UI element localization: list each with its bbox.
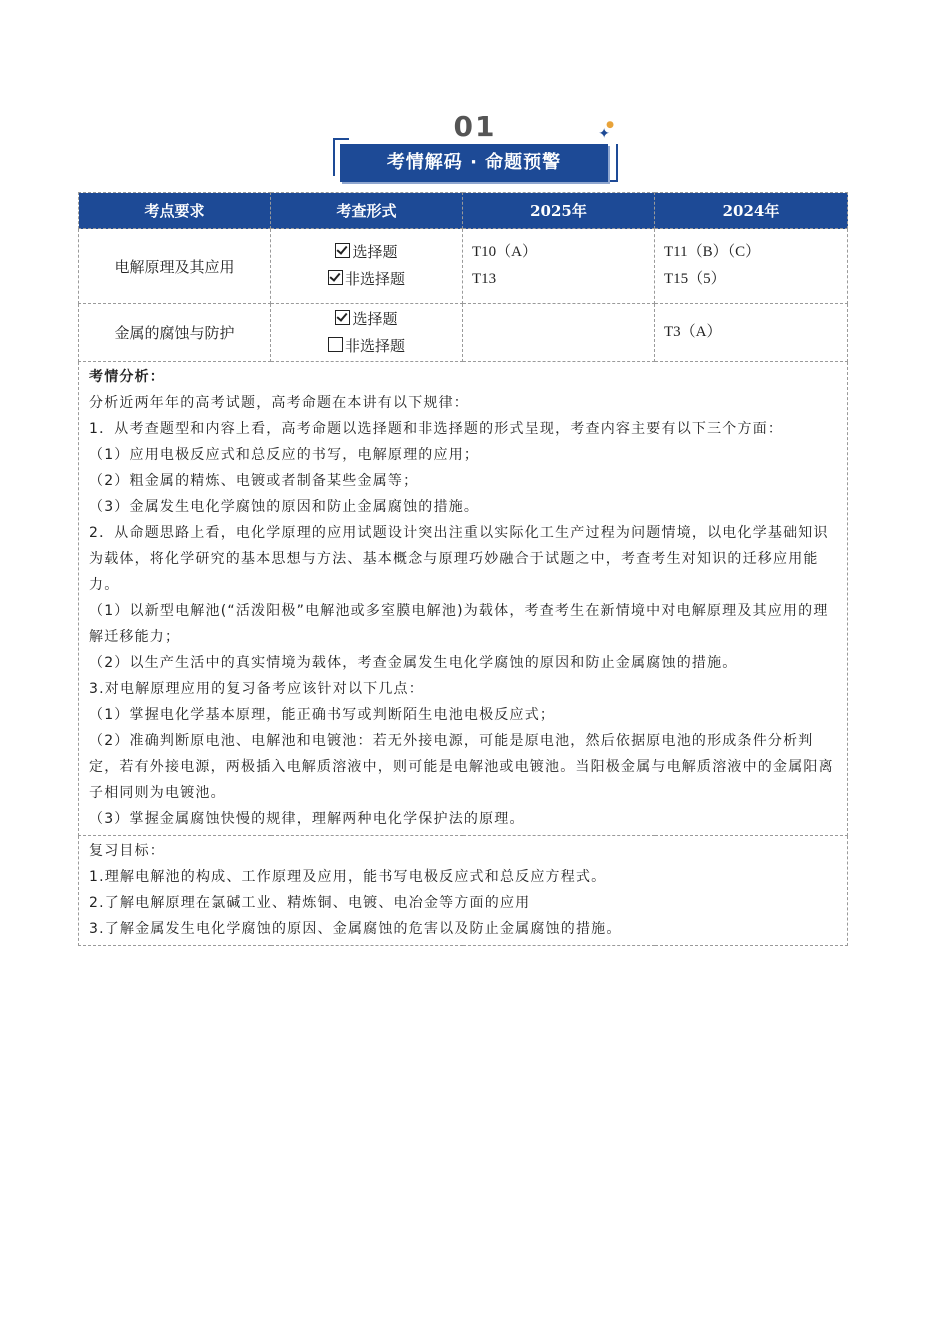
analysis-line: （1）以新型电解池(“活泼阳极”电解池或多室膜电解池)为载体，考查考生在新情境中对电解原理及其应用的理解迁移能力； (89, 603, 829, 645)
section-banner (330, 108, 620, 188)
form-label: 选择题 (352, 309, 398, 328)
analysis-line: （1）掌握电化学基本原理，能正确书写或判断陌生电池电极反应式； (89, 707, 556, 723)
analysis-line: （2）粗金属的精炼、电镀或者制备某些金属等； (89, 473, 419, 489)
question-ref: T10（A） (472, 244, 537, 260)
analysis-line: 3.对电解原理应用的复习备考应该针对以下几点： (89, 681, 424, 697)
goal-line: 3.了解金属发生电化学腐蚀的原因、金属腐蚀的危害以及防止金属腐蚀的措施。 (89, 921, 622, 937)
goals-row (79, 836, 848, 946)
header-topic: 考点要求 (79, 193, 271, 229)
checkbox-empty-icon (328, 337, 343, 352)
section-title: 考情解码 · 命题预警 (386, 152, 562, 173)
analysis-heading: 考情分析： (89, 369, 165, 385)
goal-line: 2.了解电解原理在氯碱工业、精炼铜、电镀、电冶金等方面的应用 (89, 895, 531, 911)
analysis-line: （2）以生产生活中的真实情境为载体，考查金属发生电化学腐蚀的原因和防止金属腐蚀的措施。 (89, 655, 738, 671)
questions-2025-cell (463, 229, 655, 304)
checkbox-checked-icon (335, 310, 350, 325)
topic-cell: 电解原理及其应用 (79, 229, 271, 304)
form-cell (271, 229, 463, 304)
analysis-line: （1）应用电极反应式和总反应的书写，电解原理的应用； (89, 447, 480, 463)
form-label: 非选择题 (344, 270, 405, 288)
topic-cell: 金属的腐蚀与防护 (79, 304, 271, 362)
questions-2024-cell (655, 304, 848, 362)
goal-line: 1.理解电解池的构成、工作原理及应用，能书写电极反应式和总反应方程式。 (89, 869, 607, 885)
questions-2025-cell (463, 304, 655, 362)
form-cell (271, 304, 463, 362)
goals-cell (79, 836, 848, 946)
table-row (79, 229, 848, 304)
exam-analysis-table (78, 192, 848, 946)
analysis-line: 分析近两年年的高考试题，高考命题在本讲有以下规律： (89, 395, 469, 411)
header-2025: 2025年 (463, 193, 655, 229)
section-title-bar (340, 144, 608, 182)
analysis-row (79, 362, 848, 836)
header-2024: 2024年 (655, 193, 848, 229)
form-label: 选择题 (352, 243, 398, 261)
table-row (79, 304, 848, 362)
analysis-line: （3）掌握金属腐蚀快慢的规律，理解两种电化学保护法的原理。 (89, 811, 525, 827)
sparkle-dot-icon: ● (606, 120, 614, 130)
analysis-line: （2）准确判断原电池、电解池和电镀池：若无外接电源，可能是原电池，然后依据原电池的形成条件分析判定，若有外接电源，两极插入电解质溶液中，则可能是电解池或电镀池。当阳极金属与电解质溶液中的金属阳离子相同则为电镀池。 (89, 733, 834, 801)
checkbox-checked-icon (335, 243, 350, 258)
analysis-cell (79, 362, 848, 836)
header-form: 考查形式 (271, 193, 463, 229)
checkbox-checked-icon (328, 270, 343, 285)
analysis-line: 1．从考查题型和内容上看，高考命题以选择题和非选择题的形式呈现，考查内容主要有以下三个方面： (89, 421, 784, 437)
question-ref: T15（5） (664, 271, 726, 287)
table-header-row (79, 193, 848, 229)
question-ref: T13 (472, 271, 497, 287)
question-ref: T11（B）（C） (664, 244, 761, 260)
question-ref: T3（A） (664, 324, 722, 340)
analysis-line: 2．从命题思路上看，电化学原理的应用试题设计突出注重以实际化工生产过程为问题情境，以电化学基础知识为载体，将化学研究的基本思想与方法、基本概念与原理巧妙融合于试题之中，考查考生对知识的迁移应用能力。 (89, 525, 829, 593)
sparkle-icon: ✦ (598, 126, 610, 142)
section-number: 01 (453, 110, 497, 143)
form-label: 非选择题 (344, 336, 405, 355)
questions-2024-cell (655, 229, 848, 304)
goals-heading: 复习目标： (89, 843, 165, 859)
analysis-line: （3）金属发生电化学腐蚀的原因和防止金属腐蚀的措施。 (89, 499, 480, 515)
